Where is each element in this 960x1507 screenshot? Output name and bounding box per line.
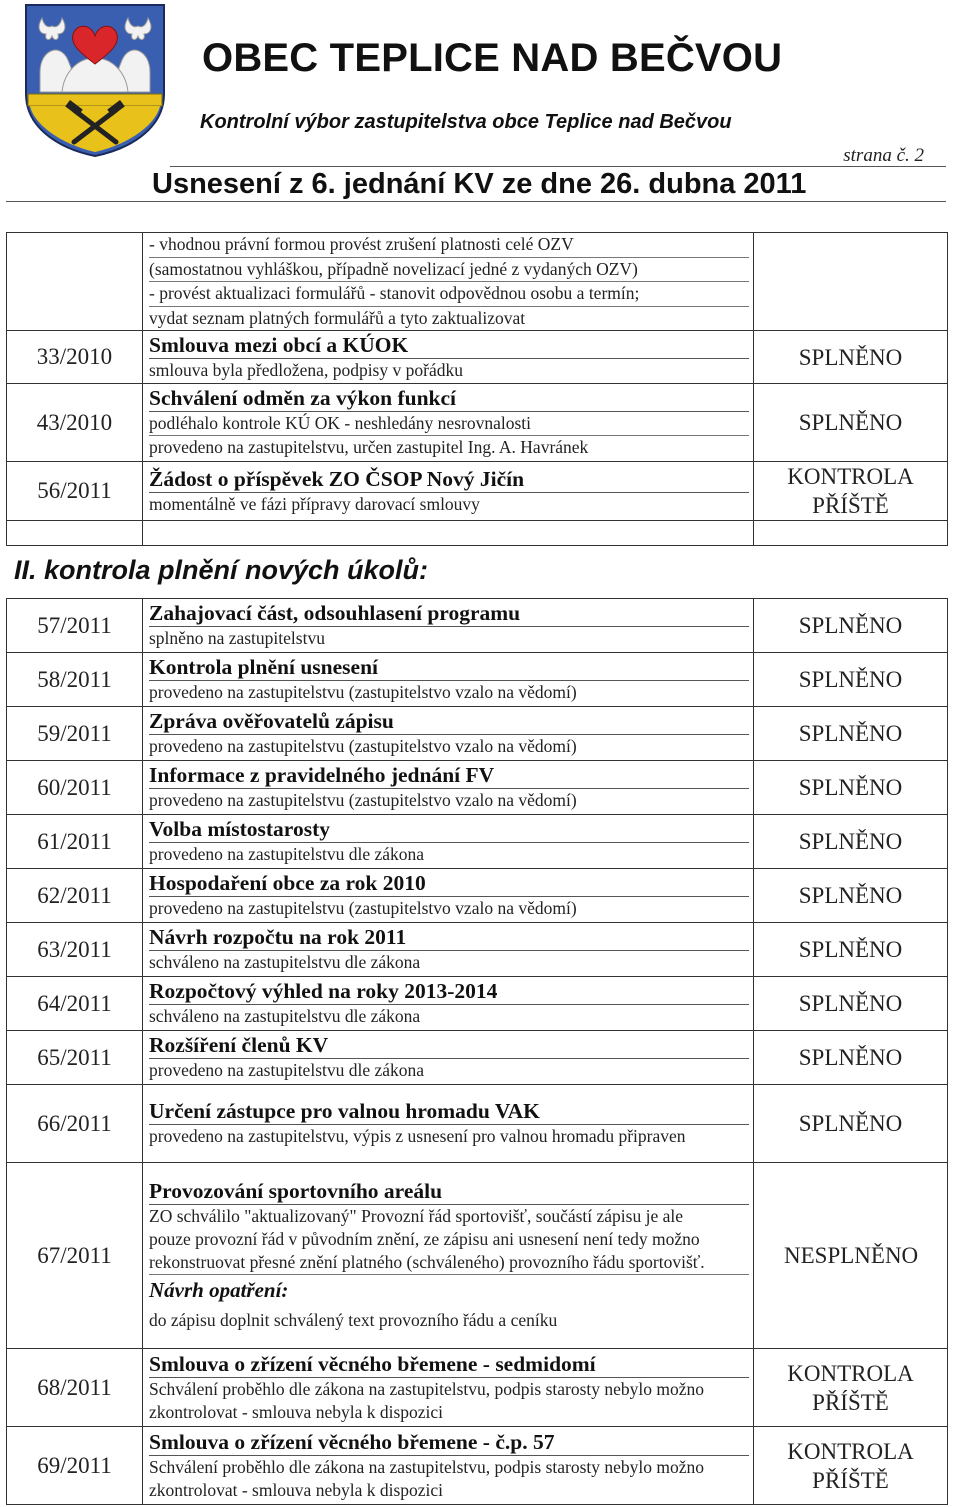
measure-text: do zápisu doplnit schválený text provozního řádu a ceníku [149, 1310, 558, 1330]
resolution-number: 64/2011 [7, 977, 143, 1031]
table-row [7, 1163, 948, 1349]
intro-line: vydat seznam platných formulářů a tyto zaktualizovat [149, 307, 526, 328]
table-row [7, 923, 948, 977]
resolution-number: 57/2011 [7, 599, 143, 653]
header-divider-bottom [6, 201, 946, 202]
item-heading: Zahajovací část, odsouhlasení programu [149, 601, 749, 627]
item-text: schváleno na zastupitelstvu dle zákona [149, 952, 421, 972]
status-badge: SPLNĚNO [754, 761, 948, 815]
page-title: OBEC TEPLICE NAD BEČVOU [202, 36, 783, 80]
status-badge: SPLNĚNO [754, 815, 948, 869]
item-heading: Informace z pravidelného jednání FV [149, 763, 749, 789]
status-badge: SPLNĚNO [754, 331, 948, 384]
table-row [7, 462, 948, 521]
status-badge: SPLNĚNO [754, 653, 948, 707]
item-text: Schválení proběhlo dle zákona na zastupitelstvu, podpis starosty nebylo možno zkontrolovat - smlouva nebyla k dispozici [149, 1456, 705, 1500]
page-number: strana č. 2 [843, 145, 924, 166]
table-row [7, 331, 948, 384]
table-row [7, 521, 948, 546]
resolution-number: 33/2010 [7, 331, 143, 384]
table-row [7, 1031, 948, 1085]
item-text: schváleno na zastupitelstvu dle zákona [149, 1006, 421, 1026]
item-heading: Hospodaření obce za rok 2010 [149, 871, 749, 897]
resolution-table-previous [6, 232, 948, 546]
item-text: momentálně ve fázi přípravy darovací smlouvy [149, 493, 480, 514]
intro-text [143, 233, 754, 331]
item-heading: Rozpočtový výhled na roky 2013-2014 [149, 979, 749, 1005]
status-badge: SPLNĚNO [754, 1031, 948, 1085]
item-text: smlouva byla předložena, podpisy v pořádku [149, 359, 463, 380]
resolution-number: 60/2011 [7, 761, 143, 815]
item-text: provedeno na zastupitelstvu, výpis z usnesení pro valnou hromadu připraven [149, 1126, 686, 1146]
intro-line: (samostatnou vyhláškou, případně novelizací jedné z vydaných OZV) [149, 258, 749, 283]
resolution-number: 66/2011 [7, 1085, 143, 1163]
table-row [7, 1427, 948, 1505]
status-badge: SPLNĚNO [754, 384, 948, 462]
item-heading: Určení zástupce pro valnou hromadu VAK [149, 1099, 749, 1125]
table-row [7, 869, 948, 923]
table-row [7, 384, 948, 462]
status-badge: SPLNĚNO [754, 599, 948, 653]
status-badge: SPLNĚNO [754, 869, 948, 923]
status-badge: SPLNĚNO [754, 977, 948, 1031]
item-heading: Zpráva ověřovatelů zápisu [149, 709, 749, 735]
intro-line: - vhodnou právní formou provést zrušení platnosti celé OZV [149, 233, 749, 258]
item-heading: Smlouva o zřízení věcného břemene - č.p. 57 [149, 1430, 749, 1456]
status-badge: SPLNĚNO [754, 707, 948, 761]
item-text: splněno na zastupitelstvu [149, 628, 325, 648]
status-badge: KONTROLA PŘÍŠTĚ [754, 462, 948, 521]
item-heading: Provozování sportovního areálu [149, 1179, 749, 1205]
table-row [7, 977, 948, 1031]
intro-line: - provést aktualizaci formulářů - stanovit odpovědnou osobu a termín; [149, 282, 749, 307]
status-badge: SPLNĚNO [754, 1085, 948, 1163]
resolution-number: 58/2011 [7, 653, 143, 707]
resolution-number: 61/2011 [7, 815, 143, 869]
table-row [7, 233, 948, 331]
table-row [7, 653, 948, 707]
item-text: provedeno na zastupitelstvu dle zákona [149, 1060, 425, 1080]
item-text: provedeno na zastupitelstvu (zastupitelstvo vzalo na vědomí) [149, 898, 577, 918]
resolution-number: 43/2010 [7, 384, 143, 462]
item-text: podléhalo kontrole KÚ OK - neshledány nesrovnalosti [149, 412, 749, 436]
resolution-number: 68/2011 [7, 1349, 143, 1427]
item-text: ZO schválilo "aktualizovaný" Provozní řád sportovišť, součástí zápisu je ale pouze provozní řád v původním znění, ze zápisu ani usnesení není tedy možno rekonstruovat přesné znění platného (schváleného) provozního řádu sportovišť. [149, 1205, 749, 1275]
item-heading: Volba místostarosty [149, 817, 749, 843]
municipal-coat-of-arms [22, 2, 168, 158]
resolution-number: 67/2011 [7, 1163, 143, 1349]
item-text: provedeno na zastupitelstvu (zastupitelstvo vzalo na vědomí) [149, 682, 577, 702]
item-text: provedeno na zastupitelstvu dle zákona [149, 844, 425, 864]
item-heading: Rozšíření členů KV [149, 1033, 749, 1059]
status-badge: NESPLNĚNO [754, 1163, 948, 1349]
item-text: provedeno na zastupitelstvu, určen zastupitel Ing. A. Havránek [149, 437, 589, 457]
item-text: Schválení proběhlo dle zákona na zastupitelstvu, podpis starosty nebylo možno zkontrolovat - smlouva nebyla k dispozici [149, 1378, 705, 1422]
item-heading: Smlouva o zřízení věcného břemene - sedmidomí [149, 1352, 749, 1378]
table-row [7, 599, 948, 653]
table-row [7, 707, 948, 761]
measure-label: Návrh opatření: [149, 1278, 289, 1302]
resolution-number: 59/2011 [7, 707, 143, 761]
page-subtitle: Kontrolní výbor zastupitelstva obce Teplice nad Bečvou [200, 111, 732, 133]
status-badge: KONTROLA PŘÍŠTĚ [754, 1349, 948, 1427]
item-heading: Žádost o příspěvek ZO ČSOP Nový Jičín [149, 467, 749, 493]
resolution-number: 63/2011 [7, 923, 143, 977]
item-heading: Schválení odměn za výkon funkcí [149, 386, 749, 412]
table-row [7, 761, 948, 815]
table-row [7, 1085, 948, 1163]
resolution-table-new [6, 598, 948, 1505]
table-row [7, 815, 948, 869]
resolution-heading: Usnesení z 6. jednání KV ze dne 26. dubna 2011 [152, 168, 807, 200]
resolution-number: 69/2011 [7, 1427, 143, 1505]
table-row [7, 1349, 948, 1427]
item-heading: Smlouva mezi obcí a KÚOK [149, 333, 749, 359]
header-divider [170, 166, 946, 167]
status-badge: KONTROLA PŘÍŠTĚ [754, 1427, 948, 1505]
resolution-number: 62/2011 [7, 869, 143, 923]
item-text: provedeno na zastupitelstvu (zastupitelstvo vzalo na vědomí) [149, 736, 577, 756]
item-text: provedeno na zastupitelstvu (zastupitelstvo vzalo na vědomí) [149, 790, 577, 810]
resolution-number: 56/2011 [7, 462, 143, 521]
item-heading: Kontrola plnění usnesení [149, 655, 749, 681]
item-heading: Návrh rozpočtu na rok 2011 [149, 925, 749, 951]
section-title: II. kontrola plnění nových úkolů: [14, 555, 429, 585]
status-badge: SPLNĚNO [754, 923, 948, 977]
resolution-number: 65/2011 [7, 1031, 143, 1085]
